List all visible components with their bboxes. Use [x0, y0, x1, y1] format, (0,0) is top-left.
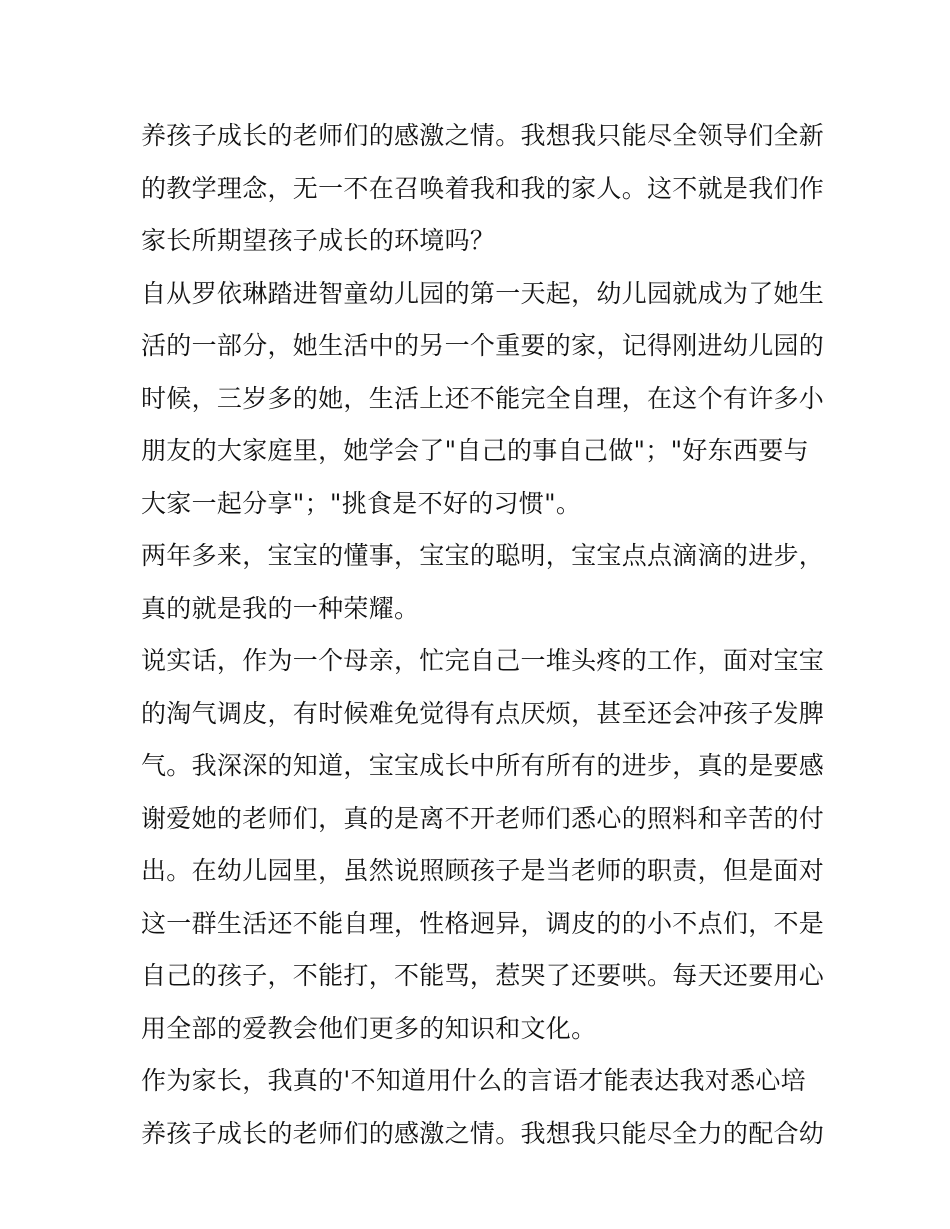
- text-line: 说实话，作为一个母亲，忙完自己一堆头疼的工作，面对宝宝: [141, 646, 825, 675]
- text-line: 养孩子成长的老师们的感激之情。我想我只能尽全力的配合幼: [141, 1118, 825, 1148]
- text-line: 自从罗依琳踏进智童幼儿园的第一天起，幼儿园就成为了她生: [141, 278, 825, 308]
- text-line: 作为家长，我真的'不知道用什么的言语才能表达我对悉心培: [141, 1066, 806, 1095]
- text-line: 活的一部分，她生活中的另一个重要的家，记得刚进幼儿园的: [141, 331, 825, 360]
- text-line: 气。我深深的知道，宝宝成长中所有所有的进步，真的是要感: [141, 751, 825, 780]
- text-line: 养孩子成长的老师们的感激之情。我想我只能尽全领导们全新: [141, 121, 825, 150]
- text-line: 用全部的爱教会他们更多的知识和文化。: [141, 1013, 597, 1043]
- text-line: 这一群生活还不能自理，性格迥异，调皮的的小不点们，不是: [141, 908, 825, 938]
- text-line: 朋友的大家庭里，她学会了"自己的事自己做"；"好东西要与: [141, 436, 809, 465]
- text-line: 的教学理念，无一不在召唤着我和我的家人。这不就是我们作: [141, 173, 825, 203]
- text-line: 真的就是我的一种荣耀。: [141, 593, 420, 623]
- text-line: 谢爱她的老师们，真的是离不开老师们悉心的照料和辛苦的付: [141, 803, 825, 833]
- text-line: 时候，三岁多的她，生活上还不能完全自理，在这个有许多小: [141, 383, 825, 413]
- text-line: 的淘气调皮，有时候难免觉得有点厌烦，甚至还会冲孩子发脾: [141, 698, 825, 728]
- text-line: 出。在幼儿园里，虽然说照顾孩子是当老师的职责，但是面对: [141, 856, 825, 885]
- text-line: 两年多来，宝宝的懂事，宝宝的聪明，宝宝点点滴滴的进步，: [141, 541, 825, 570]
- text-line: 大家一起分享"；"挑食是不好的习惯"。: [141, 488, 582, 518]
- text-line: 家长所期望孩子成长的环境吗？: [141, 226, 496, 255]
- text-line: 自己的孩子，不能打，不能骂，惹哭了还要哄。每天还要用心: [141, 961, 825, 990]
- body-text: [141, 110, 825, 1160]
